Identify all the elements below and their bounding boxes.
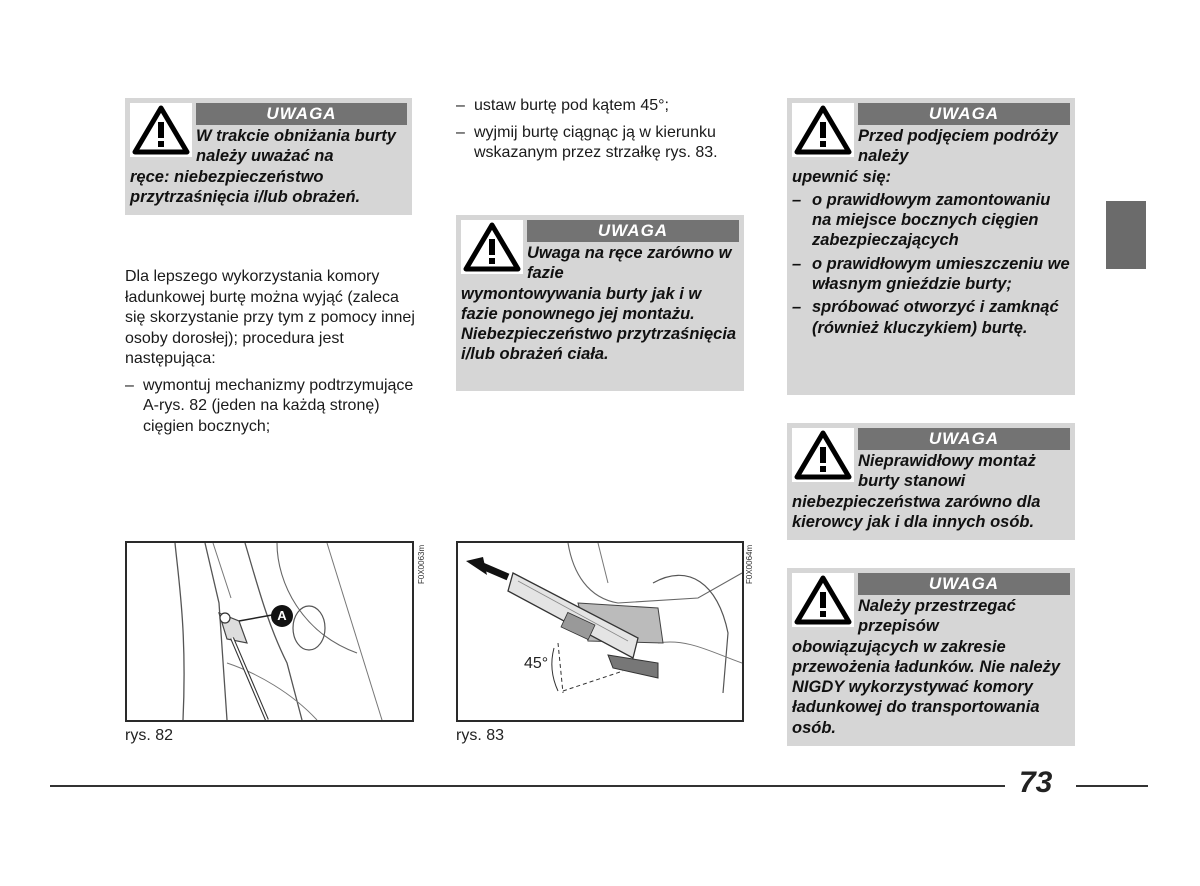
- page-number: 73: [1019, 766, 1053, 799]
- middle-column-text: [456, 96, 746, 164]
- figure-82-code: F0X0063m: [417, 544, 426, 584]
- warning-list-item: – spróbować otworzyć i zamknąć (również kluczykiem) burtę.: [792, 297, 1070, 338]
- warning-list: [792, 190, 1070, 338]
- warning-text-rest: ręce: niebezpieczeństwo przytrzaśnięcia i/lub obrażeń.: [130, 167, 361, 206]
- warning-list-item: – o prawidłowym zamontowaniu na miejsce bocznych cięgien zabezpieczających: [792, 190, 1070, 251]
- step-remove-mechanisms: – wymontuj mechanizmy podtrzymujące A-rys. 82 (jeden na każdą stronę) cięgien bocznych;: [125, 376, 415, 438]
- step-set-angle: – ustaw burtę pod kątem 45°;: [456, 96, 746, 117]
- warning-text-rest: upewnić się:: [792, 167, 892, 186]
- warning-title: UWAGA: [527, 220, 739, 242]
- intro-paragraph: Dla lepszego wykorzystania komory ładunkowej burtę można wyjąć (zaleca się skorzystanie przy tym z pomocy innej osoby dorosłej); procedura jest następująca:: [125, 268, 415, 367]
- warning-title: UWAGA: [196, 103, 407, 125]
- warning-box-5: [787, 568, 1075, 746]
- left-column-text: [125, 267, 415, 437]
- footer-rule-left: [50, 785, 1005, 787]
- warning-title: UWAGA: [858, 103, 1070, 125]
- warning-text-first: Należy przestrzegać przepisów: [858, 597, 1016, 636]
- warning-text-rest: wymontowywania burty jak i w fazie ponownego jej montażu. Niebezpieczeństwo przytrzaśnięcia i/lub obrażeń ciała.: [461, 284, 737, 364]
- warning-text-first: Przed podjęciem podróży należy: [858, 127, 1058, 166]
- warning-text-rest: niebezpieczeństwa zarówno dla kierowcy jak i dla innych osób.: [792, 492, 1041, 531]
- angle-label: 45°: [524, 655, 549, 672]
- warning-list-item: – o prawidłowym umieszczeniu we własnym gnieździe burty;: [792, 254, 1070, 295]
- warning-text-first: Nieprawidłowy montaż burty stanowi: [858, 452, 1036, 491]
- warning-box-1: [125, 98, 412, 215]
- footer-rule-right: [1076, 785, 1148, 787]
- figure-83-code: F0X0064m: [745, 544, 754, 584]
- figure-83: [456, 541, 744, 722]
- warning-box-2: [456, 215, 744, 391]
- warning-title: UWAGA: [858, 573, 1070, 595]
- figure-83-caption: rys. 83: [456, 727, 505, 744]
- warning-box-3: [787, 98, 1075, 395]
- chapter-tab: [1106, 201, 1146, 269]
- figure-82-illustration: [127, 543, 412, 720]
- figure-82: [125, 541, 414, 722]
- warning-text-first: W trakcie obniżania burty należy uważać na: [196, 127, 396, 166]
- label-a-marker: A: [271, 605, 293, 627]
- warning-text-rest: obowiązujących w zakresie przewożenia ładunków. Nie należy NIGDY wykorzystywać komory ładunkowej do transportowania osób.: [792, 637, 1061, 737]
- warning-text-first: Uwaga na ręce zarówno w fazie: [527, 244, 732, 283]
- figure-82-caption: rys. 82: [125, 727, 174, 744]
- figure-83-illustration: [458, 543, 742, 720]
- warning-title: UWAGA: [858, 428, 1070, 450]
- step-pull-out: – wyjmij burtę ciągnąc ją w kierunku wskazanym przez strzałkę rys. 83.: [456, 123, 746, 164]
- warning-box-4: [787, 423, 1075, 540]
